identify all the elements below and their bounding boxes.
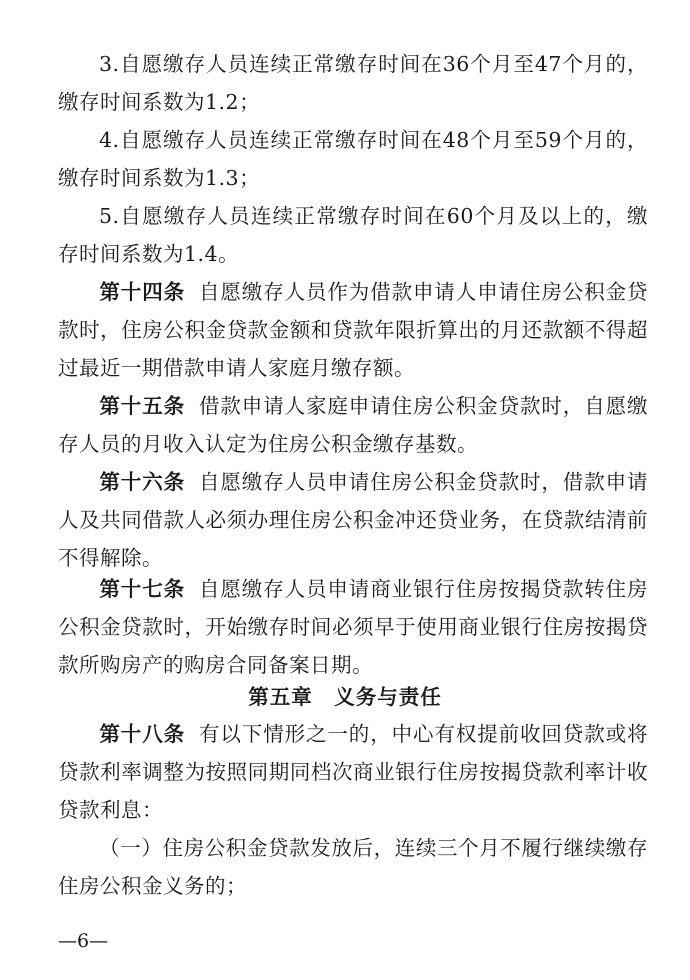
article-text: 自愿缴存人员作为借款申请人申请住房公积金贷款时，住房公积金贷款金额和贷款年限折算出的月还款额不得超过最近一期借款申请人家庭月缴存额。 bbox=[58, 280, 648, 380]
article-heading: 第十七条 bbox=[99, 577, 185, 601]
paragraph-text: 5.自愿缴存人员连续正常缴存时间在60个月及以上的，缴存时间系数为1.4。 bbox=[58, 204, 648, 266]
page-number: —6— bbox=[58, 930, 109, 952]
article-heading: 第十四条 bbox=[99, 280, 185, 304]
article-heading: 第十五条 bbox=[99, 394, 185, 418]
article-15 bbox=[58, 387, 648, 463]
article-heading: 第十八条 bbox=[99, 722, 185, 746]
paragraph-item-5 bbox=[58, 197, 648, 273]
paragraph-item-4 bbox=[58, 121, 648, 197]
paragraph-text: 4.自愿缴存人员连续正常缴存时间在48个月至59个月的，缴存时间系数为1.3； bbox=[58, 128, 648, 190]
article-17 bbox=[58, 570, 648, 684]
article-18 bbox=[58, 715, 648, 829]
clause-1 bbox=[58, 829, 648, 905]
chapter-title: 第五章 义务与责任 bbox=[248, 685, 442, 709]
article-text: 借款申请人家庭申请住房公积金贷款时，自愿缴存人员的月收入认定为住房公积金缴存基数。 bbox=[58, 394, 648, 456]
clause-text: （一）住房公积金贷款发放后，连续三个月不履行继续缴存住房公积金义务的； bbox=[58, 836, 648, 898]
article-16 bbox=[58, 463, 648, 577]
paragraph-text: 3.自愿缴存人员连续正常缴存时间在36个月至47个月的，缴存时间系数为1.2； bbox=[58, 52, 648, 114]
paragraph-item-3 bbox=[58, 45, 648, 121]
article-heading: 第十六条 bbox=[99, 470, 185, 494]
article-text: 自愿缴存人员申请商业银行住房按揭贷款转住房公积金贷款时，开始缴存时间必须早于使用商业银行住房按揭贷款所购房产的购房合同备案日期。 bbox=[58, 577, 648, 677]
article-14 bbox=[58, 273, 648, 387]
article-text: 自愿缴存人员申请住房公积金贷款时，借款申请人及共同借款人必须办理住房公积金冲还贷业务，在贷款结清前不得解除。 bbox=[58, 470, 648, 570]
article-text: 有以下情形之一的，中心有权提前收回贷款或将贷款利率调整为按照同期同档次商业银行住房按揭贷款利率计收贷款利息： bbox=[58, 722, 648, 822]
